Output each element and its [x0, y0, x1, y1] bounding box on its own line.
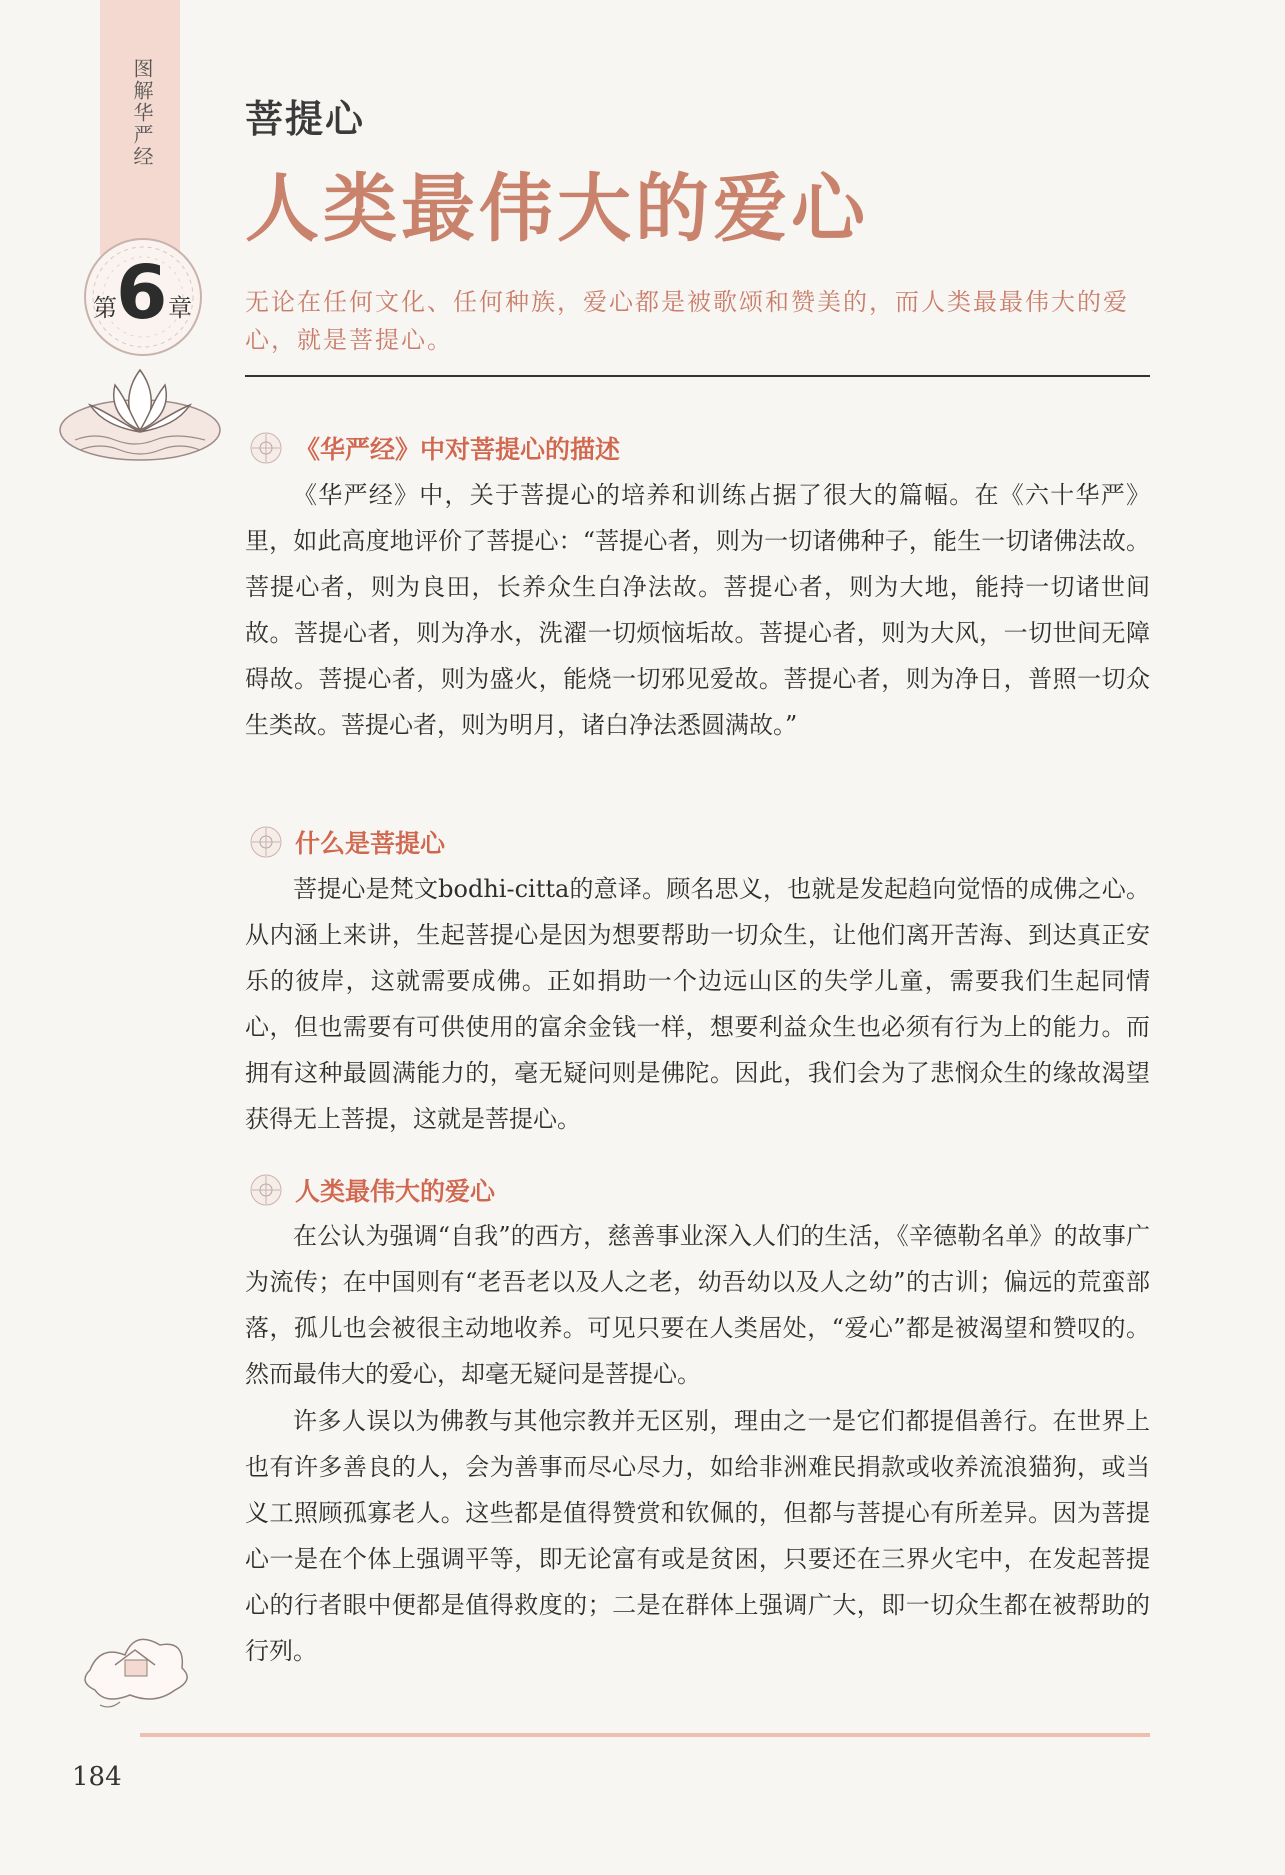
- book-title-vertical: 图解华严经: [130, 58, 154, 168]
- section-title: 人类最伟大的爱心: [295, 1177, 496, 1206]
- intro-text: 无论在任何文化、任何种族，爱心都是被歌颂和赞美的，而人类最最伟大的爱心，就是菩提心。: [245, 288, 1129, 354]
- paragraph: 《华严经》中，关于菩提心的培养和训练占据了很大的篇幅。在《六十华严》里，如此高度地评价了菩提心：“菩提心者，则为一切诸佛种子，能生一切诸佛法故。菩提心者，则为良田，长养众生白净法故。菩提心者，则为大地，能持一切诸世间故。菩提心者，则为净水，洗濯一切烦恼垢故。菩提心者，则为大风，一切世间无障碍故。菩提心者，则为盛火，能烧一切邪见爱故。菩提心者，则为净日，普照一切众生类故。菩提心者，则为明月，诸白净法悉圆满故。”: [245, 481, 1150, 739]
- footer-rule: [140, 1733, 1150, 1737]
- chapter-suffix: 章: [168, 294, 192, 322]
- page-kicker: 菩提心: [245, 96, 366, 141]
- section-heading: [245, 428, 620, 468]
- page-title: 人类最伟大的爱心: [245, 166, 869, 252]
- section-title: 什么是菩提心: [295, 829, 446, 858]
- chapter-prefix: 第: [93, 294, 117, 322]
- section-title: 《华严经》中对菩提心的描述: [295, 435, 621, 464]
- lotus-icon: [55, 360, 225, 465]
- divider: [245, 375, 1150, 377]
- dharma-wheel-icon: [245, 822, 287, 862]
- paragraph: 许多人误以为佛教与其他宗教并无区别，理由之一是它们都提倡善行。在世界上也有许多善良的人，会为善事而尽心尽力，如给非洲难民捐款或收养流浪猫狗，或当义工照顾孤寡老人。这些都是值得赞赏和钦佩的，但都与菩提心有所差异。因为菩提心一是在个体上强调平等，即无论富有或是贫困，只要还在三界火宅中，在发起菩提心的行者眼中便都是值得救度的；二是在群体上强调广大，即一切众生都在被帮助的行列。: [245, 1407, 1150, 1665]
- page-number: 184: [72, 1762, 122, 1792]
- dharma-wheel-icon: [245, 1170, 287, 1210]
- cloud-ornament-icon: [70, 1610, 200, 1715]
- section-heading: [245, 822, 445, 862]
- paragraph: 在公认为强调“自我”的西方，慈善事业深入人们的生活，《辛德勒名单》的故事广为流传；在中国则有“老吾老以及人之老，幼吾幼以及人之幼”的古训；偏远的荒蛮部落，孤儿也会被很主动地收养。可见只要在人类居处，“爱心”都是被渴望和赞叹的。然而最伟大的爱心，却毫无疑问是菩提心。: [245, 1222, 1150, 1388]
- paragraph: 菩提心是梵文bodhi-citta的意译。顾名思义，也就是发起趋向觉悟的成佛之心。从内涵上来讲，生起菩提心是因为想要帮助一切众生，让他们离开苦海、到达真正安乐的彼岸，这就需要成佛。正如捐助一个边远山区的失学儿童，需要我们生起同情心，但也需要有可供使用的富余金钱一样，想要利益众生也必须有行为上的能力。而拥有这种最圆满能力的，毫无疑问则是佛陀。因此，我们会为了悲悯众生的缘故渴望获得无上菩提，这就是菩提心。: [245, 875, 1150, 1133]
- chapter-number: 6: [116, 250, 168, 336]
- section-heading: [245, 1170, 495, 1210]
- dharma-wheel-icon: [245, 428, 287, 468]
